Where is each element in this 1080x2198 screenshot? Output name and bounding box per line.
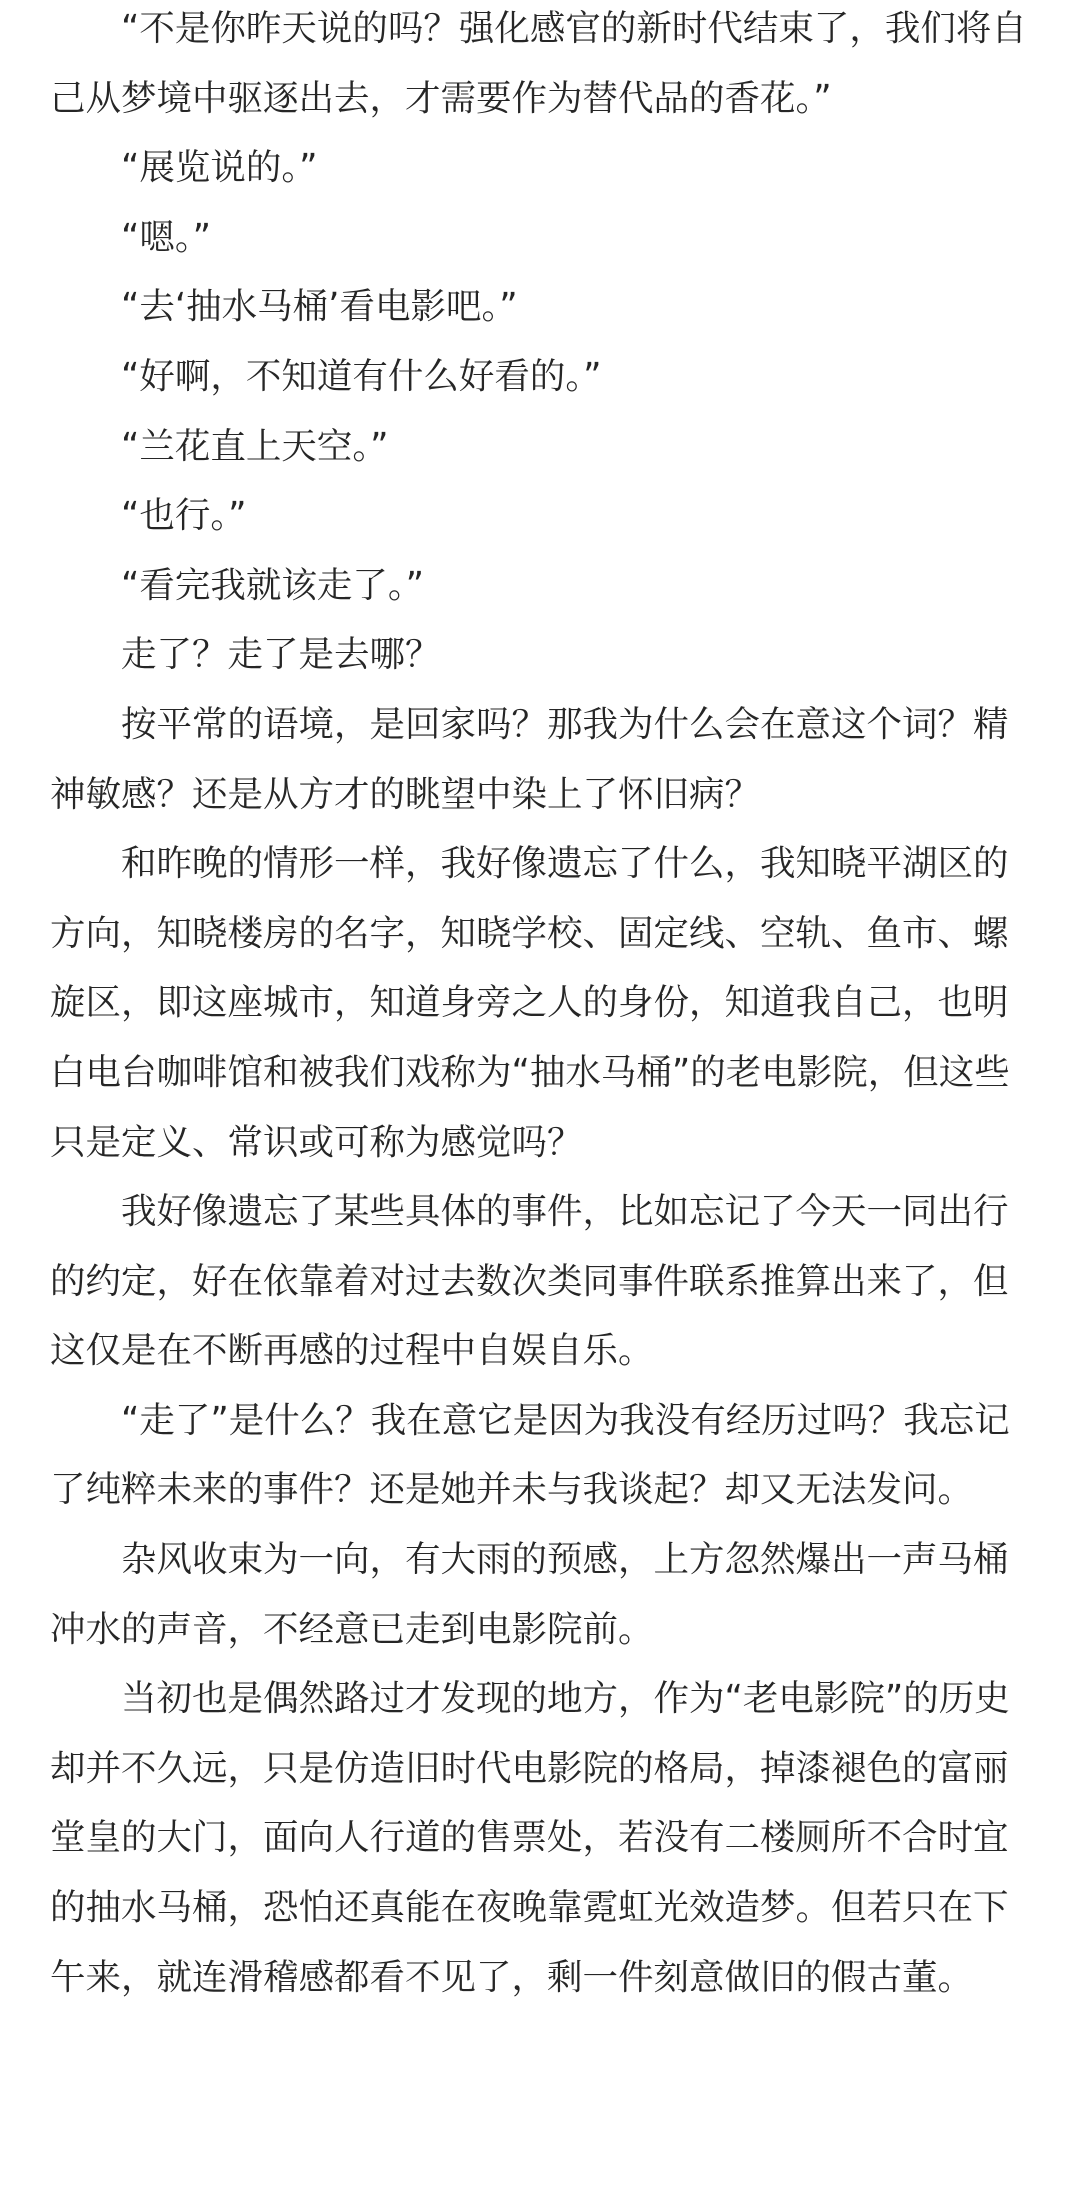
paragraph: “不是你昨天说的吗？强化感官的新时代结束了，我们将自己从梦境中驱逐出去，才需要作为替代品的香花。” xyxy=(50,8,1027,119)
paragraph: 和昨晚的情形一样，我好像遗忘了什么，我知晓平湖区的方向，知晓楼房的名字，知晓学校、固定线、空轨、鱼市、螺旋区，即这座城市，知道身旁之人的身份，知道我自己，也明白电台咖啡馆和被我们戏称为“抽水马桶”的老电影院，但这些只是定义、常识或可称为感觉吗？ xyxy=(50,843,1010,1163)
paragraph: 按平常的语境，是回家吗？那我为什么会在意这个词？精神敏感？还是从方才的眺望中染上了怀旧病？ xyxy=(50,703,1009,815)
paragraph: “看完我就该走了。” xyxy=(121,564,425,606)
paragraph: “好啊，不知道有什么好看的。” xyxy=(121,355,602,397)
paragraph: 我好像遗忘了某些具体的事件，比如忘记了今天一同出行的约定，好在依靠着对过去数次类同事件联系推算出来了，但这仅是在不断再感的过程中自娱自乐。 xyxy=(50,1191,1009,1372)
paragraph: “嗯。” xyxy=(121,216,212,258)
paragraph: “也行。” xyxy=(121,495,247,537)
paragraph: 杂风收束为一向，有大雨的预感，上方忽然爆出一声马桶冲水的声音，不经意已走到电影院前。 xyxy=(50,1539,1009,1650)
paragraph: “走了”是什么？我在意它是因为我没有经历过吗？我忘记了纯粹未来的事件？还是她并未与我谈起？却又无法发问。 xyxy=(50,1399,1010,1511)
paragraph: “兰花直上天空。” xyxy=(121,425,389,467)
paragraph: “去‘抽水马桶’看电影吧。” xyxy=(121,286,518,328)
paragraph: 当初也是偶然路过才发现的地方，作为“老电影院”的历史却并不久远，只是仿造旧时代电影院的格局，掉漆褪色的富丽堂皇的大门，面向人行道的售票处，若没有二楼厕所不合时宜的抽水马桶，恐怕还真能在夜晚靠霓虹光效造梦。但若只在下午来，就连滑稽感都看不见了，剩一件刻意做旧的假古董。 xyxy=(50,1678,1010,1998)
paragraph: 走了？走了是去哪？ xyxy=(121,634,441,676)
article-body xyxy=(50,0,1030,2012)
paragraph: “展览说的。” xyxy=(121,147,318,189)
